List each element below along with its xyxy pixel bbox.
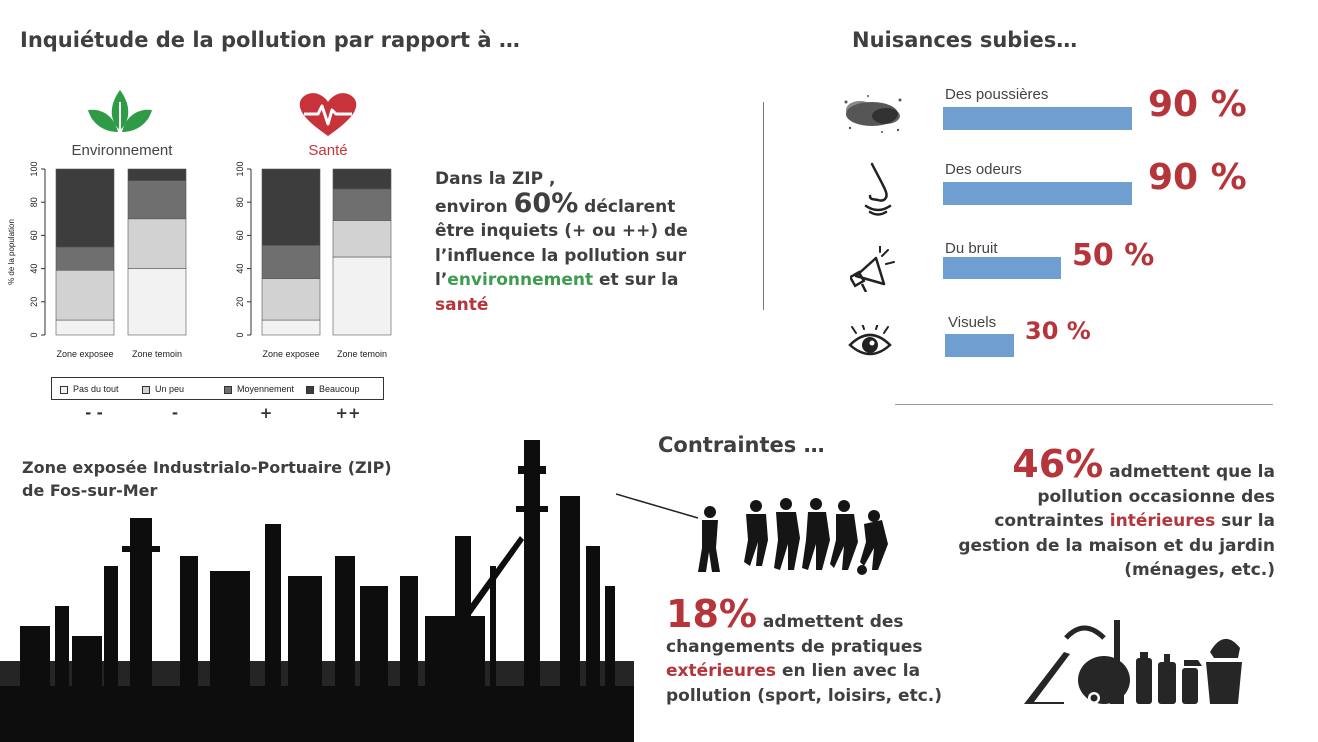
vertical-divider (763, 102, 764, 310)
y-tick-label: 100 (29, 161, 39, 177)
legend-item-moyennement: Moyennement (224, 384, 294, 394)
panel-label-environnement: Environnement (71, 142, 173, 159)
bar-segment-un-peu (56, 270, 114, 320)
y-tick-label: 0 (29, 332, 39, 338)
sign-very-low: - - (85, 404, 103, 422)
bar-segment-moyennement (56, 247, 114, 270)
y-tick-label: 100 (235, 161, 245, 177)
zip-paragraph (435, 167, 735, 317)
x-category-label: Zone temoin (336, 349, 388, 359)
cleaning-supplies-icon (1024, 618, 1246, 708)
industrial-silhouette-image (0, 436, 634, 742)
x-category-label: Zone exposee (262, 349, 320, 359)
exterior-line-1: 18% admettent des (666, 592, 904, 636)
leaf-icon (86, 88, 154, 136)
y-tick-label: 20 (29, 296, 39, 307)
zip-line-1: Dans la ZIP , (435, 169, 556, 189)
nuisance-label-bruit: Du bruit (945, 240, 998, 257)
zip-line-3: être inquiets (+ ou ++) de (435, 221, 688, 241)
legend-item-un-peu: Un peu (142, 384, 184, 394)
bar-segment-un-peu (333, 220, 391, 257)
bar-segment-pas-du-tout (128, 269, 186, 335)
eye-icon (846, 325, 894, 363)
interior-constraints-paragraph: 46% admettent que la pollution occasionne des contraintes intérieures sur la gestion de la maison et du jardin (ménages, etc.) (930, 452, 1275, 583)
exterior-percent: 18% (666, 592, 757, 636)
bar-segment-un-peu (128, 219, 186, 269)
zip-line-4: l’influence la pollution sur (435, 245, 687, 266)
y-tick-label: 0 (235, 332, 245, 338)
y-tick-label: 40 (29, 263, 39, 274)
sign-low: - (171, 404, 179, 422)
panel-label-sante: Santé (308, 142, 348, 159)
bar-segment-pas-du-tout (56, 320, 114, 335)
y-tick-label: 40 (235, 263, 245, 274)
y-tick-label: 60 (235, 230, 245, 241)
nuisance-bar-bruit (943, 257, 1061, 279)
bar-segment-pas-du-tout (333, 257, 391, 335)
legend-item-beaucoup: Beaucoup (306, 384, 360, 394)
bar-segment-beaucoup (128, 169, 186, 181)
megaphone-icon (850, 246, 898, 292)
zip-percent: 60% (513, 187, 579, 219)
nuisances-title: Nuisances subies… (852, 28, 1078, 52)
x-category-label: Zone exposee (56, 349, 114, 359)
zip-line-5: l’environnement et sur la (435, 270, 679, 290)
interior-percent: 46% (1012, 442, 1104, 486)
nuisance-bar-poussieres (943, 107, 1132, 130)
bar-segment-moyennement (333, 189, 391, 221)
nuisance-value-odeurs: 90 % (1148, 157, 1247, 198)
y-axis-label: % de la population (7, 219, 16, 285)
bar-segment-pas-du-tout (262, 320, 320, 335)
y-tick-label: 20 (235, 296, 245, 307)
bar-segment-beaucoup (56, 169, 114, 247)
zone-title: Zone exposée Industrialo-Portuaire (ZIP) de Fos-sur-Mer (22, 458, 392, 500)
sports-silhouettes-icon (616, 490, 892, 576)
bar-segment-moyennement (128, 181, 186, 219)
zip-line-2: environ 60% déclarent (435, 187, 676, 219)
sign-very-high: ++ (335, 404, 361, 422)
y-tick-label: 60 (29, 230, 39, 241)
nuisance-value-visuels: 30 % (1025, 317, 1091, 345)
interior-line-1: 46% admettent que la (1012, 442, 1275, 486)
bar-segment-moyennement (262, 245, 320, 278)
y-tick-label: 80 (29, 197, 39, 208)
zip-line-6: santé (435, 294, 489, 315)
exterior-changes-paragraph: 18% admettent des changements de pratiques extérieures en lien avec la pollution (sport, loisirs, etc.) (666, 602, 986, 708)
sign-high: + (259, 404, 273, 422)
concern-stacked-chart (0, 155, 410, 370)
nuisance-bar-visuels (945, 334, 1014, 357)
nuisance-label-poussieres: Des poussières (945, 86, 1049, 103)
bar-segment-beaucoup (333, 169, 391, 189)
nuisance-label-visuels: Visuels (948, 314, 997, 331)
contraintes-title: Contraintes … (658, 433, 825, 457)
nuisance-value-bruit: 50 % (1072, 238, 1155, 273)
x-category-label: Zone temoin (131, 349, 183, 359)
heart-pulse-icon (298, 92, 358, 138)
nuisance-bar-odeurs (943, 182, 1132, 205)
bar-segment-beaucoup (262, 169, 320, 245)
legend-item-pas-du-tout: Pas du tout (60, 384, 119, 394)
horizontal-divider (895, 404, 1273, 405)
dust-icon (838, 88, 908, 138)
nose-icon (858, 160, 898, 218)
nuisance-value-poussieres: 90 % (1148, 84, 1247, 125)
nuisance-label-odeurs: Des odeurs (945, 161, 1022, 178)
pollution-concern-title: Inquiétude de la pollution par rapport à … (20, 28, 520, 52)
bar-segment-un-peu (262, 279, 320, 321)
y-tick-label: 80 (235, 197, 245, 208)
chart-legend (51, 377, 384, 400)
